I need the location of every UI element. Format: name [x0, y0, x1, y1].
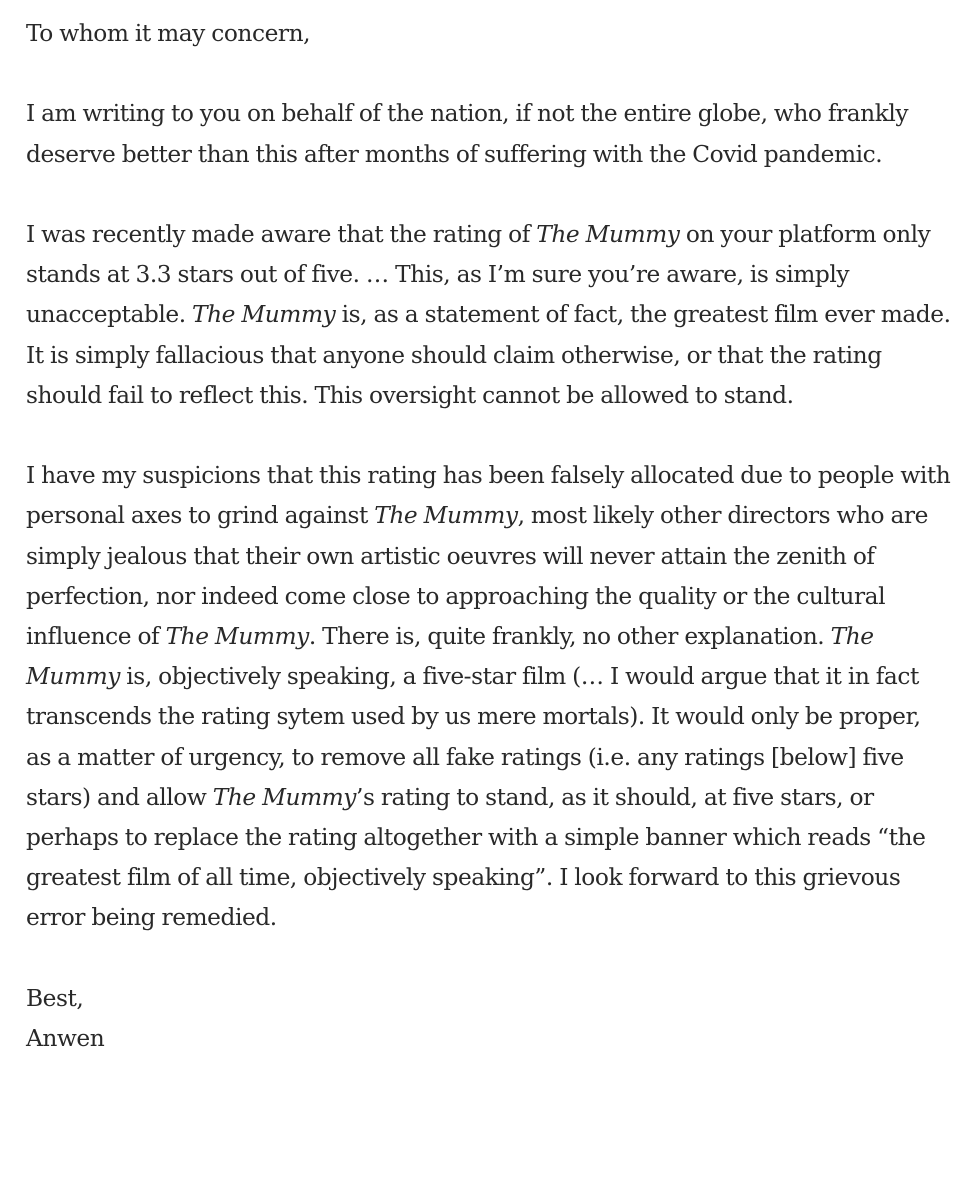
text-run: I have my suspicions that this rating has been falsely allocated due to people with personal axes to grind against — [26, 462, 951, 530]
text-run: is, objectively speaking, a five-star film (… I would argue that it in fact transcends the rating sytem used by us mere mortals). It would only be proper, as a matter of urgency, to remove all fake ratings (i.e. any ratings [below] five stars) and allow — [26, 663, 921, 811]
paragraph-2 — [26, 215, 951, 416]
text-run: on your platform only stands at 3.3 stars out of five. … This, as I’m sure you’re aware, is simply unacceptable. — [26, 220, 931, 329]
film-title: The Mummy — [536, 220, 680, 248]
text-run: I was recently made aware that the rating of — [26, 220, 537, 248]
film-title: The Mummy — [192, 301, 336, 329]
text-run: I am writing to you on behalf of the nation, if not the entire globe, who frankly deserve better than this after months of suffering with the Covid pandemic. — [26, 100, 909, 168]
letter-body — [26, 14, 951, 1059]
paragraph-3 — [26, 456, 951, 938]
text-run: , most likely other directors who are simply jealous that their own artistic oeuvres will never attain the zenith of perfection, nor indeed come close to approaching the quality or the cultural influence of — [26, 502, 928, 650]
film-title: The Mummy — [26, 623, 874, 691]
closing: Best, — [26, 984, 84, 1012]
film-title: The Mummy — [212, 783, 357, 811]
film-title: The Mummy — [374, 502, 518, 530]
text-run: is, as a statement of fact, the greatest film ever made. It is simply fallacious that anyone should claim otherwise, or that the rating should fail to reflect this. This oversight cannot be allowed to stand. — [26, 301, 951, 409]
salutation: To whom it may concern, — [26, 20, 311, 47]
text-run: . There is, quite frankly, no other explanation. — [308, 623, 831, 650]
paragraph-1 — [26, 94, 951, 174]
film-title: The Mummy — [165, 623, 309, 650]
sign-off — [26, 979, 951, 1059]
signature: Anwen — [26, 1025, 105, 1053]
text-run: ’s rating to stand, as it should, at five stars, or perhaps to replace the rating altogether with a simple banner which reads “the greatest film of all time, objectively speaking”. I look forward to this grievous error being remedied. — [26, 783, 926, 932]
